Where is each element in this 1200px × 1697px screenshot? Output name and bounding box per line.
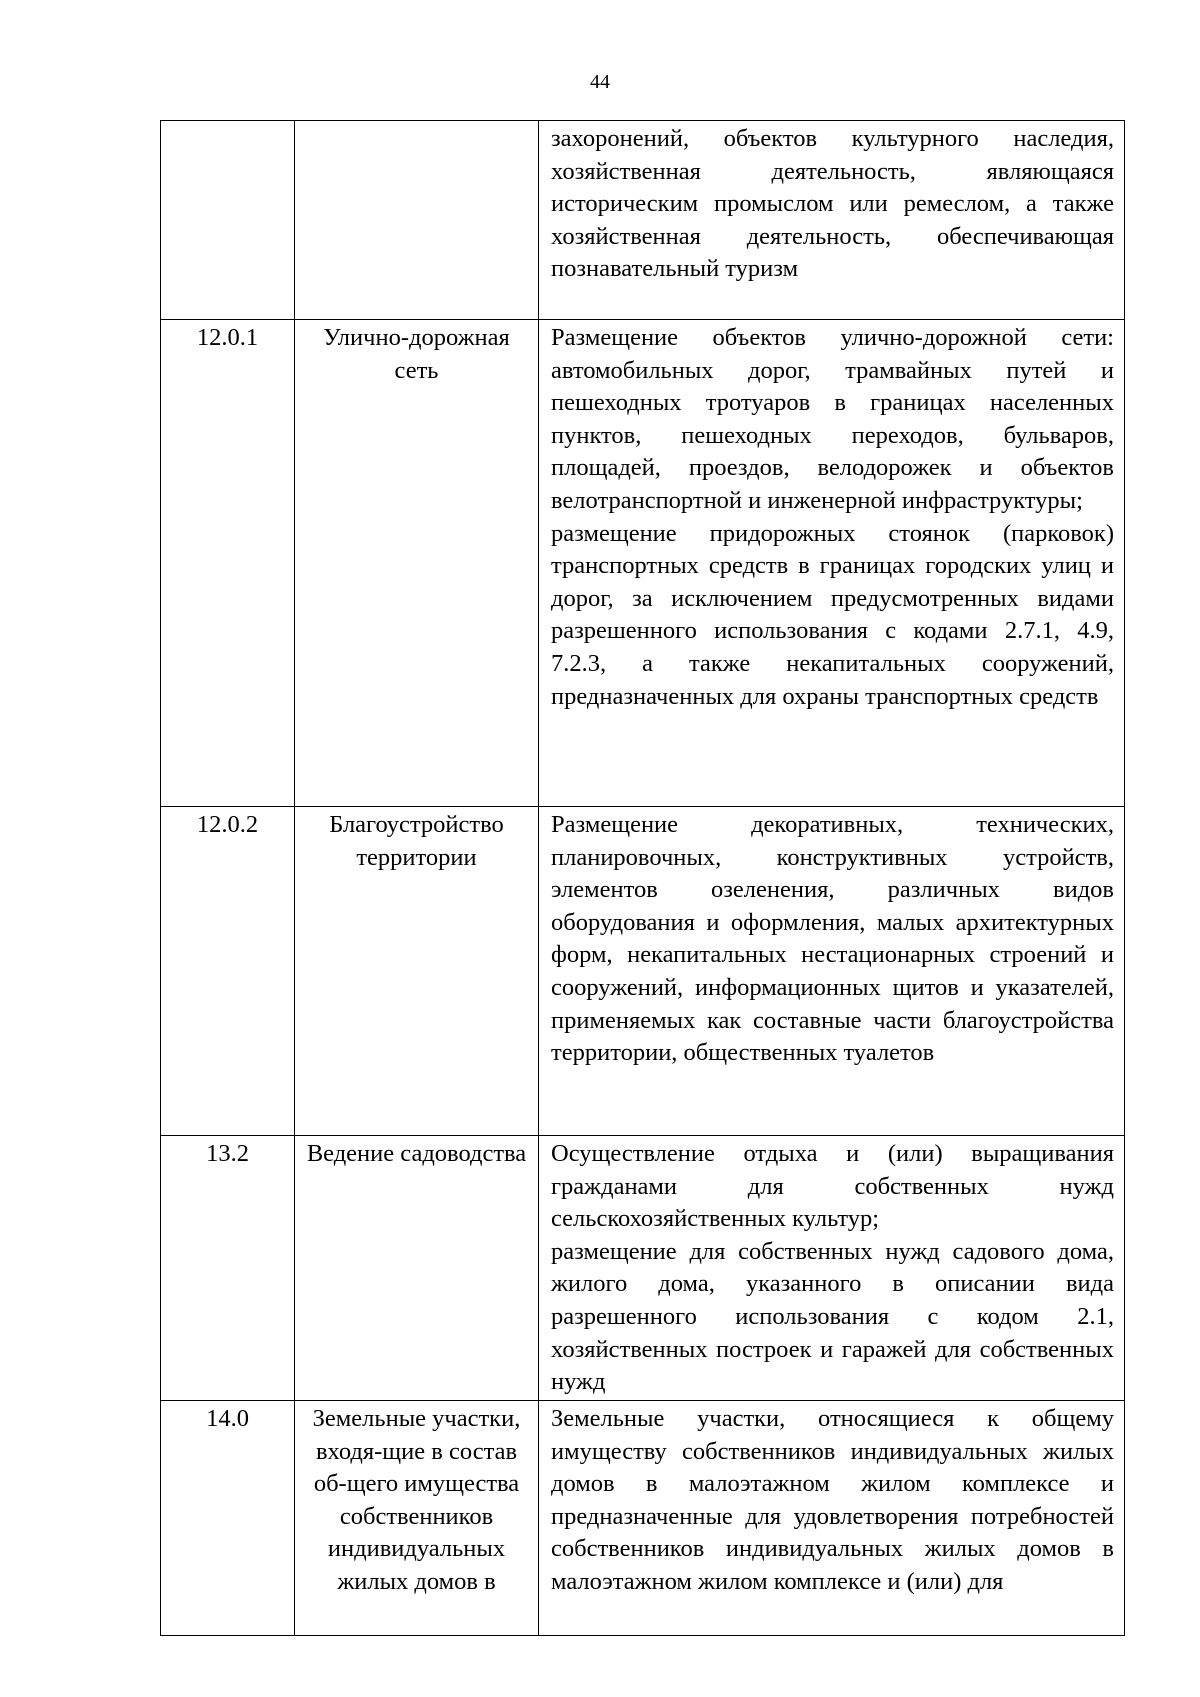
description-cell bbox=[539, 121, 1125, 320]
code-cell bbox=[161, 121, 295, 320]
description-cell bbox=[539, 1401, 1125, 1636]
code-cell: 12.0.2 bbox=[161, 807, 295, 1136]
description-paragraph: Размещение декоративных, технических, планировочных, конструктивных устройств, элементов озеленения, различных видов оборудования и оформления, малых архитектурных форм, некапитальных нестационарных строений и сооружений, информационных щитов и указателей, применяемых как составные части благоустройства территории, общественных туалетов bbox=[551, 811, 1114, 1067]
table-row bbox=[161, 807, 1125, 1136]
description-paragraph: Размещение объектов улично-дорожной сети: автомобильных дорог, трамвайных путей и пешеходных тротуаров в границах населенных пунктов, пешеходных переходов, бульваров, площадей, проездов, велодорожек и объектов велотранспортной и инженерной инфраструктуры; bbox=[551, 324, 1114, 514]
name-cell: Благоустройство территории bbox=[295, 807, 539, 1136]
name-cell bbox=[295, 121, 539, 320]
description-paragraph: Осуществление отдыха и (или) выращивания гражданами для собственных нужд сельскохозяйственных культур; bbox=[551, 1140, 1114, 1233]
description-paragraph: размещение придорожных стоянок (парковок) транспортных средств в границах городских улиц и дорог, за исключением предусмотренных видами разрешенного использования с кодами 2.7.1, 4.9, 7.2.3, а также некапитальных сооружений, предназначенных для охраны транспортных средств bbox=[551, 519, 1114, 710]
name-cell: Улично-дорожная сеть bbox=[295, 320, 539, 807]
code-cell: 13.2 bbox=[161, 1136, 295, 1401]
table-row bbox=[161, 1136, 1125, 1401]
description-cell bbox=[539, 320, 1125, 807]
code-cell: 12.0.1 bbox=[161, 320, 295, 807]
code-cell: 14.0 bbox=[161, 1401, 295, 1636]
description-paragraph: размещение для собственных нужд садового дома, жилого дома, указанного в описании вида разрешенного использования с кодом 2.1, хозяйственных построек и гаражей для собственных нужд bbox=[551, 1237, 1114, 1396]
table-row bbox=[161, 320, 1125, 807]
description-cell bbox=[539, 1136, 1125, 1401]
description-cell bbox=[539, 807, 1125, 1136]
table-row bbox=[161, 121, 1125, 320]
name-cell: Ведение садоводства bbox=[295, 1136, 539, 1401]
land-use-table bbox=[160, 120, 1125, 1636]
page-number: 44 bbox=[590, 71, 610, 93]
name-cell: Земельные участки, входя-щие в состав об-щего имущества собственников индивидуальных жилых домов в bbox=[295, 1401, 539, 1636]
table-row bbox=[161, 1401, 1125, 1636]
description-paragraph: захоронений, объектов культурного наследия, хозяйственная деятельность, являющаяся историческим промыслом или ремеслом, а также хозяйственная деятельность, обеспечивающая познавательный туризм bbox=[551, 125, 1114, 283]
description-paragraph: Земельные участки, относящиеся к общему имуществу собственников индивидуальных жилых домов в малоэтажном жилом комплексе и предназначенные для удовлетворения потребностей собственников индивидуальных жилых домов в малоэтажном жилом комплексе и (или) для bbox=[551, 1405, 1114, 1595]
